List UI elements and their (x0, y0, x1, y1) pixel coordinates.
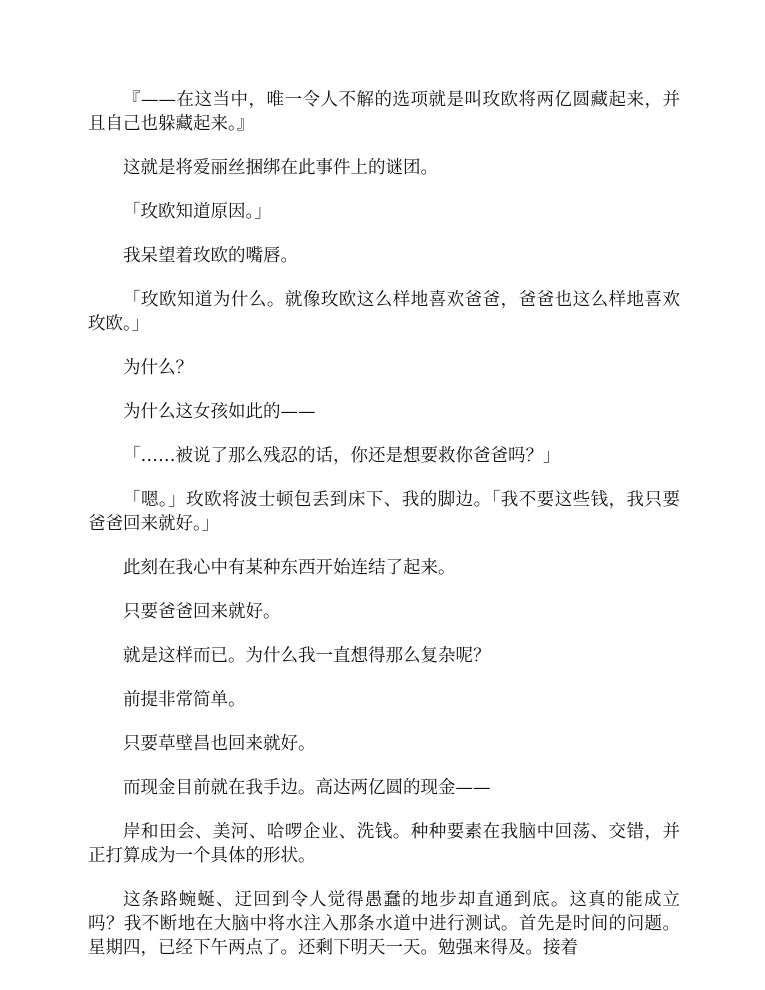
document-page (88, 88, 680, 980)
paragraph-6: 为什么？ (123, 358, 193, 378)
paragraph-11: 只要爸爸回来就好。 (123, 602, 281, 622)
paragraph-13: 前提非常简单。 (123, 690, 246, 710)
paragraph-4: 我呆望着玫欧的嘴唇。 (123, 246, 298, 266)
paragraph-7: 为什么这女孩如此的—— (123, 402, 316, 422)
paragraph-15: 而现金目前就在我手边。高达两亿圆的现金—— (123, 778, 491, 798)
paragraph-9: 「嗯。」玫欧将波士顿包丢到床下、我的脚边。「我不要这些钱，我只要爸爸回来就好。」 (88, 490, 680, 534)
paragraph-16: 岸和田会、美河、哈啰企业、洗钱。种种要素在我脑中回荡、交错，并正打算成为一个具体的形状。 (88, 822, 680, 866)
paragraph-12: 就是这样而已。为什么我一直想得那么复杂呢？ (123, 646, 491, 666)
paragraph-1: 『——在这当中，唯一令人不解的选项就是叫玫欧将两亿圆藏起来，并且自己也躲藏起来。』 (88, 90, 680, 134)
paragraph-3: 「玫欧知道原因。」 (123, 202, 272, 222)
paragraph-10: 此刻在我心中有某种东西开始连结了起来。 (123, 558, 456, 578)
paragraph-2: 这就是将爱丽丝捆绑在此事件上的谜团。 (123, 158, 438, 178)
paragraph-14: 只要草壁昌也回来就好。 (123, 734, 316, 754)
paragraph-8: 「……被说了那么残忍的话，你还是想要救你爸爸吗？」 (123, 446, 561, 466)
paragraph-5: 「玫欧知道为什么。就像玫欧这么样地喜欢爸爸，爸爸也这么样地喜欢玫欧。」 (88, 290, 680, 334)
paragraph-17: 这条路蜿蜒、迂回到令人觉得愚蠢的地步却直通到底。这真的能成立吗？我不断地在大脑中将水注入那条水道中进行测试。首先是时间的问题。星期四，已经下午两点了。还剩下明天一天。勉强来得及。接着 (88, 890, 680, 958)
